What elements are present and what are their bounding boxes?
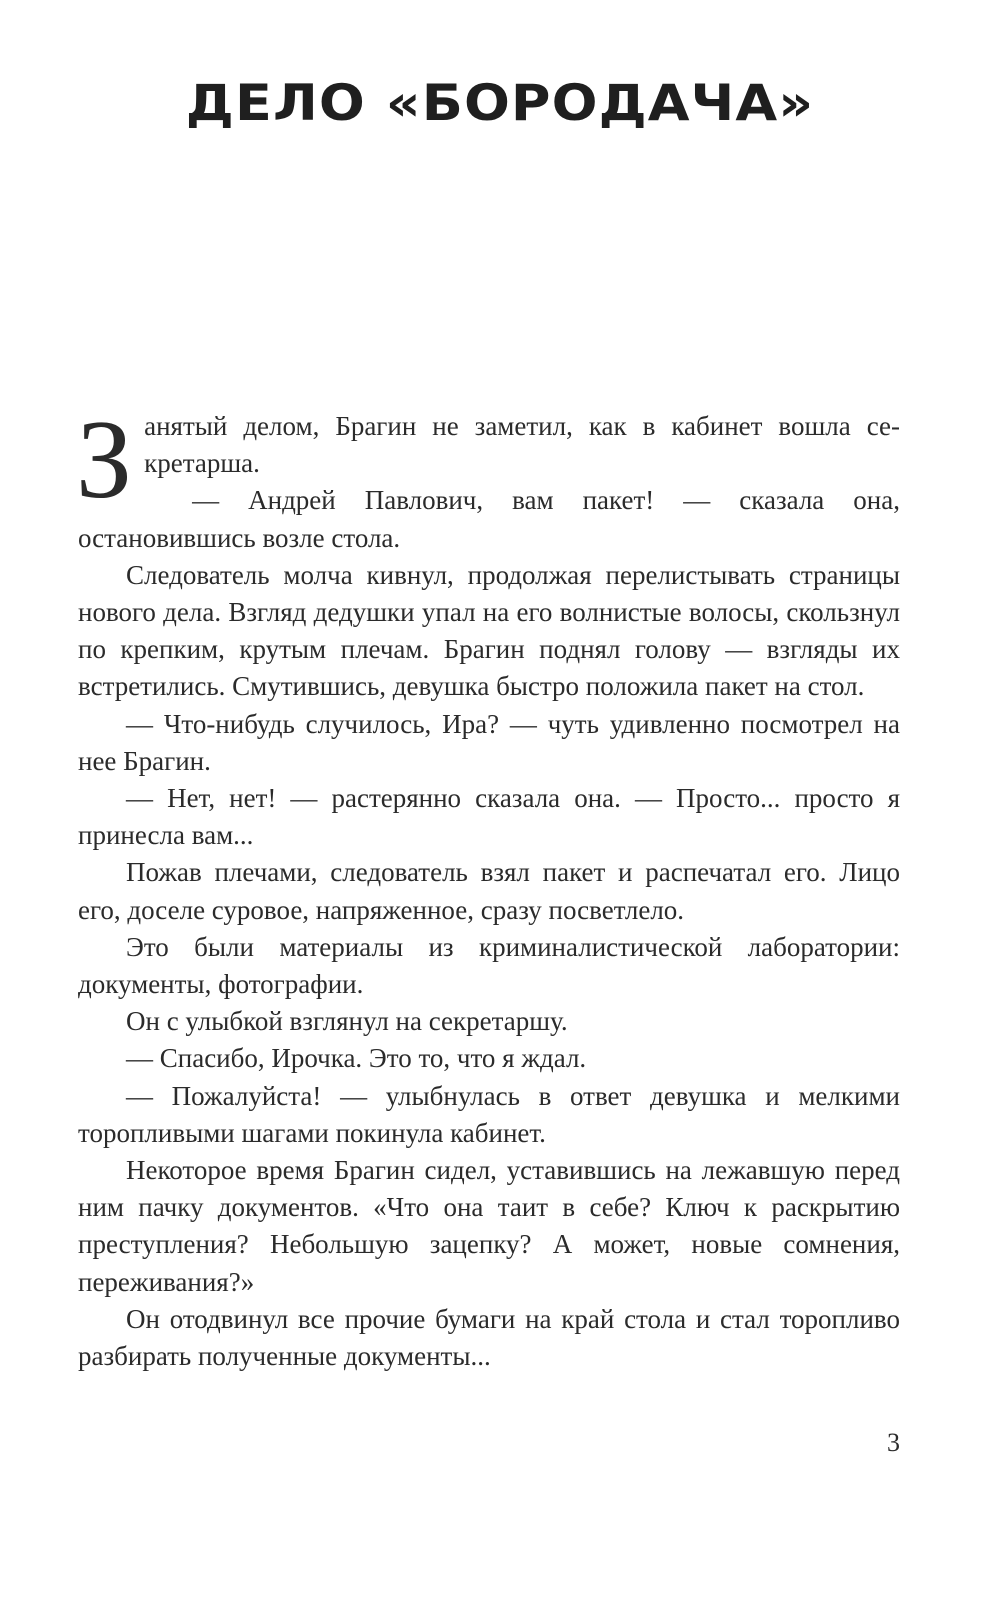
paragraph: — Что-нибудь случилось, Ира? — чуть удивленно посмотрел на нее Брагин. [78,708,900,776]
first-paragraph-text: анятый делом, Брагин не заметил, как в кабинет вошла се-кретарша. [144,411,900,479]
paragraph: Он с улыбкой взглянул на секретаршу. [126,1006,568,1037]
paragraph: — Андрей Павлович, вам пакет! — сказала она, остановившись возле стола. [78,485,900,553]
paragraph: — Нет, нет! — растерянно сказала она. — Просто... просто я принесла вам... [78,783,900,851]
paragraph: — Спасибо, Ирочка. Это то, что я ждал. [126,1043,587,1074]
page-number: 3 [887,1428,900,1457]
drop-cap: З [76,398,133,522]
body-text [76,398,900,1375]
paragraph: Это были материалы из криминалистической лаборатории: документы, фотографии. [78,931,900,1000]
paragraph: Пожав плечами, следователь взял пакет и распечатал его. Лицо его, доселе суровое, напряженное, сразу посветлело. [78,857,900,925]
paragraph: Некоторое время Брагин сидел, уставившись на лежавшую перед ним пачку документов. «Что она таит в себе? Ключ к раскрытию преступления? Небольшую зацепку? А может, новые сомнения, переживания?» [78,1155,900,1297]
chapter-title: ДЕЛО «БОРОДАЧА» [185,74,815,132]
paragraph: — Пожалуйста! — улыбнулась в ответ девушка и мелкими торопливыми шагами покинула кабинет. [78,1080,900,1148]
paragraph: Следователь молча кивнул, продолжая перелистывать страницы нового дела. Взгляд дедушки упал на его волнистые волосы, скользнул по крепким, крутым плечам. Брагин поднял голову — взгляды их встретились. Смутившись, девушка быстро положила пакет на стол. [78,559,900,702]
paragraph: Он отодвинул все прочие бумаги на край стола и стал торопливо разбирать полученные документы... [78,1303,900,1372]
